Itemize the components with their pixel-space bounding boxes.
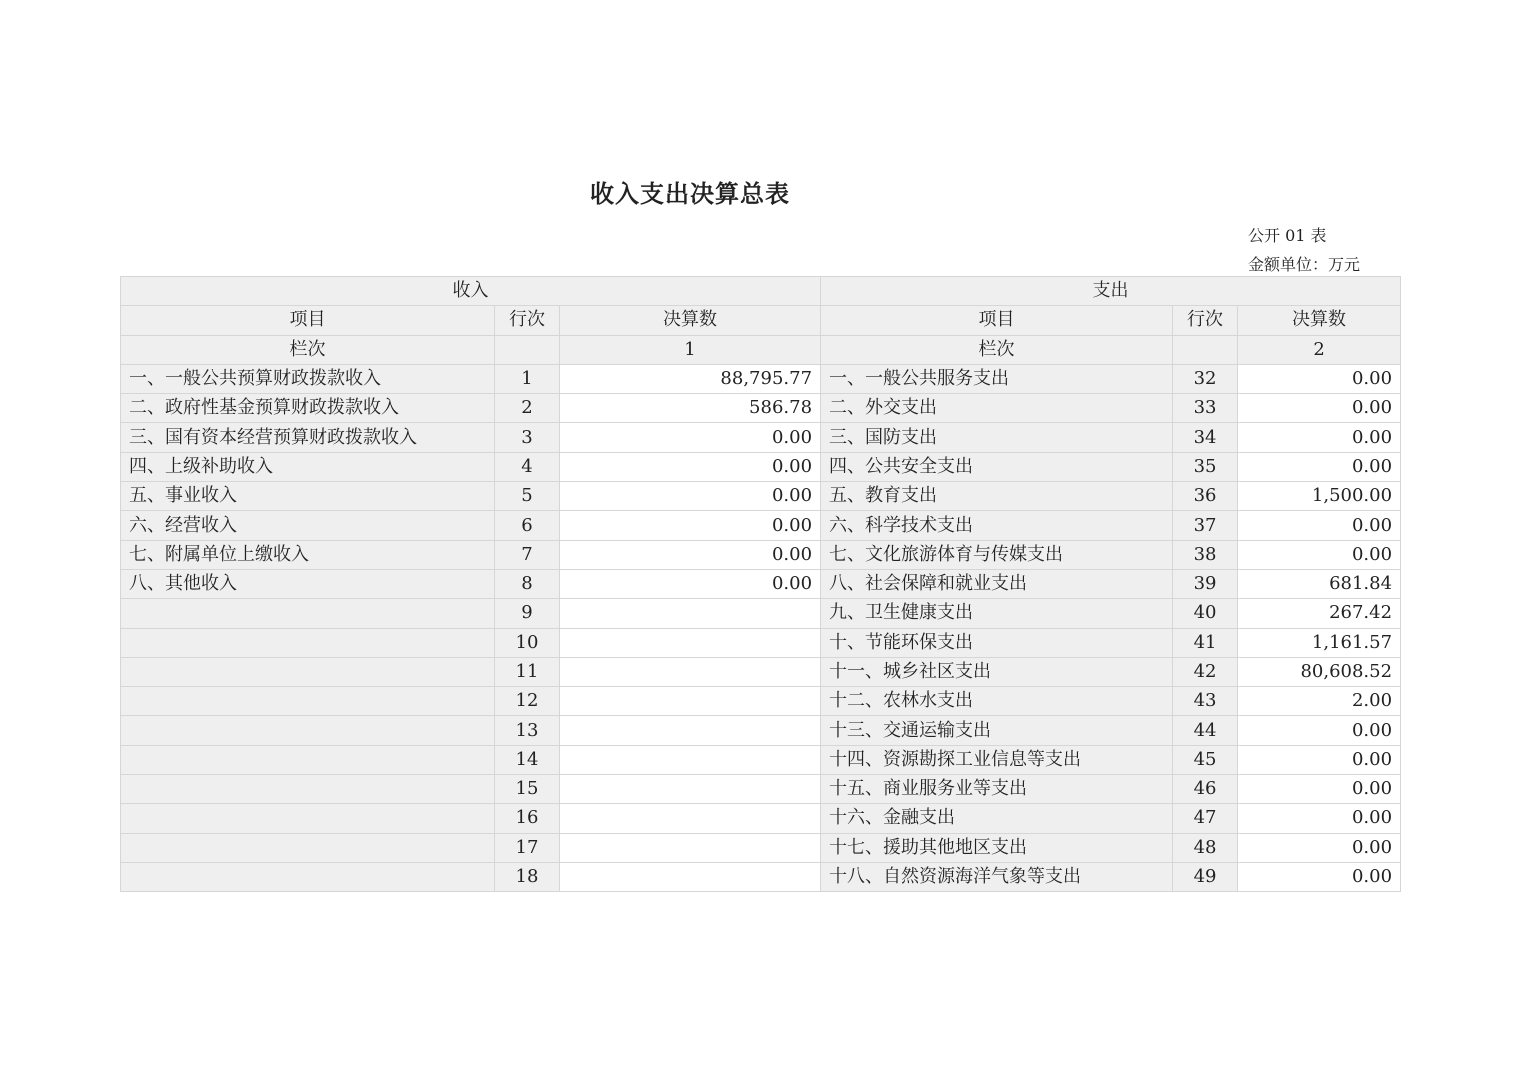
- table-row: [121, 687, 1401, 716]
- income-line-no: 6: [495, 511, 560, 540]
- income-line-no: 2: [495, 394, 560, 423]
- table-row: [121, 569, 1401, 598]
- expense-line-no: 45: [1173, 745, 1238, 774]
- income-item: [121, 628, 495, 657]
- expense-line-no: 42: [1173, 657, 1238, 686]
- income-line-no: 10: [495, 628, 560, 657]
- expense-amount: 0.00: [1238, 716, 1401, 745]
- income-item: 七、附属单位上缴收入: [121, 540, 495, 569]
- income-amount: [560, 862, 821, 891]
- expense-amount: 1,161.57: [1238, 628, 1401, 657]
- table-row: [121, 599, 1401, 628]
- header-row-columns: [121, 306, 1401, 335]
- expense-item: 十五、商业服务业等支出: [821, 775, 1173, 804]
- expense-amount: 0.00: [1238, 804, 1401, 833]
- expense-line-no: 38: [1173, 540, 1238, 569]
- expense-item: 八、社会保障和就业支出: [821, 569, 1173, 598]
- expense-line-no: 41: [1173, 628, 1238, 657]
- expense-line-no: 39: [1173, 569, 1238, 598]
- income-amount-header: 决算数: [560, 306, 821, 335]
- income-expense-table: [120, 276, 1401, 892]
- table-row: [121, 628, 1401, 657]
- expense-item: 十四、资源勘探工业信息等支出: [821, 745, 1173, 774]
- expense-column-number: 2: [1238, 335, 1401, 364]
- expense-amount: 0.00: [1238, 394, 1401, 423]
- expense-amount: 681.84: [1238, 569, 1401, 598]
- expense-column-label: 栏次: [821, 335, 1173, 364]
- expense-line-no: 35: [1173, 452, 1238, 481]
- expense-amount: 0.00: [1238, 511, 1401, 540]
- expense-item: 十三、交通运输支出: [821, 716, 1173, 745]
- expense-line-no: 48: [1173, 833, 1238, 862]
- expense-amount: 2.00: [1238, 687, 1401, 716]
- income-item: [121, 599, 495, 628]
- expense-amount: 80,608.52: [1238, 657, 1401, 686]
- income-line-no: 16: [495, 804, 560, 833]
- expense-line-no: 49: [1173, 862, 1238, 891]
- income-line-header: 行次: [495, 306, 560, 335]
- table-row: [121, 745, 1401, 774]
- income-line-no: 3: [495, 423, 560, 452]
- expense-item: 五、教育支出: [821, 482, 1173, 511]
- header-row-column-numbers: [121, 335, 1401, 364]
- income-line-no: 9: [495, 599, 560, 628]
- expense-amount: 0.00: [1238, 833, 1401, 862]
- income-item-header: 项目: [121, 306, 495, 335]
- income-line-no: 5: [495, 482, 560, 511]
- income-item: 四、上级补助收入: [121, 452, 495, 481]
- expense-item: 十六、金融支出: [821, 804, 1173, 833]
- expense-amount: 0.00: [1238, 423, 1401, 452]
- expense-item: 九、卫生健康支出: [821, 599, 1173, 628]
- expense-item: 四、公共安全支出: [821, 452, 1173, 481]
- report-title: 收入支出决算总表: [590, 180, 790, 208]
- income-line-no: 11: [495, 657, 560, 686]
- expense-line-no: 40: [1173, 599, 1238, 628]
- income-line-no: 7: [495, 540, 560, 569]
- expense-amount-header: 决算数: [1238, 306, 1401, 335]
- income-amount: 0.00: [560, 569, 821, 598]
- income-amount: [560, 804, 821, 833]
- income-section-header: 收入: [121, 277, 821, 306]
- table-row: [121, 540, 1401, 569]
- income-line-no: 8: [495, 569, 560, 598]
- expense-amount: 0.00: [1238, 862, 1401, 891]
- table-row: [121, 833, 1401, 862]
- income-line-no: 14: [495, 745, 560, 774]
- table-row: [121, 657, 1401, 686]
- income-item: [121, 687, 495, 716]
- income-amount: 0.00: [560, 423, 821, 452]
- expense-line-no: 34: [1173, 423, 1238, 452]
- expense-item: 二、外交支出: [821, 394, 1173, 423]
- expense-line-no: 32: [1173, 364, 1238, 393]
- expense-item: 三、国防支出: [821, 423, 1173, 452]
- income-line-no: 15: [495, 775, 560, 804]
- income-amount: [560, 599, 821, 628]
- table-row: [121, 482, 1401, 511]
- income-column-empty: [495, 335, 560, 364]
- expense-line-no: 43: [1173, 687, 1238, 716]
- income-amount: [560, 716, 821, 745]
- income-item: [121, 657, 495, 686]
- income-amount: [560, 745, 821, 774]
- income-amount: 0.00: [560, 540, 821, 569]
- table-row: [121, 394, 1401, 423]
- income-amount: [560, 687, 821, 716]
- income-item: 三、国有资本经营预算财政拨款收入: [121, 423, 495, 452]
- income-line-no: 12: [495, 687, 560, 716]
- expense-line-no: 37: [1173, 511, 1238, 540]
- income-item: [121, 775, 495, 804]
- expense-item: 十、节能环保支出: [821, 628, 1173, 657]
- table-row: [121, 804, 1401, 833]
- income-line-no: 17: [495, 833, 560, 862]
- income-item: 一、一般公共预算财政拨款收入: [121, 364, 495, 393]
- expense-item: 七、文化旅游体育与传媒支出: [821, 540, 1173, 569]
- expense-item: 十一、城乡社区支出: [821, 657, 1173, 686]
- income-item: 六、经营收入: [121, 511, 495, 540]
- income-item: 八、其他收入: [121, 569, 495, 598]
- table-row: [121, 716, 1401, 745]
- table-row: [121, 862, 1401, 891]
- expense-item: 十二、农林水支出: [821, 687, 1173, 716]
- income-line-no: 4: [495, 452, 560, 481]
- expense-line-no: 44: [1173, 716, 1238, 745]
- income-amount: [560, 775, 821, 804]
- income-item: [121, 862, 495, 891]
- expense-section-header: 支出: [821, 277, 1401, 306]
- income-amount: 586.78: [560, 394, 821, 423]
- unit-note: 金额单位：万元: [1248, 255, 1361, 274]
- expense-item: 十七、援助其他地区支出: [821, 833, 1173, 862]
- expense-amount: 0.00: [1238, 775, 1401, 804]
- income-amount: 0.00: [560, 511, 821, 540]
- expense-amount: 1,500.00: [1238, 482, 1401, 511]
- income-line-no: 13: [495, 716, 560, 745]
- expense-item-header: 项目: [821, 306, 1173, 335]
- income-amount: 0.00: [560, 482, 821, 511]
- expense-item: 一、一般公共服务支出: [821, 364, 1173, 393]
- income-item: [121, 716, 495, 745]
- table-row: [121, 452, 1401, 481]
- income-item: [121, 745, 495, 774]
- income-item: [121, 833, 495, 862]
- expense-line-no: 33: [1173, 394, 1238, 423]
- table-row: [121, 511, 1401, 540]
- expense-item: 六、科学技术支出: [821, 511, 1173, 540]
- table-row: [121, 775, 1401, 804]
- income-item: [121, 804, 495, 833]
- income-amount: [560, 657, 821, 686]
- income-line-no: 18: [495, 862, 560, 891]
- expense-amount: 0.00: [1238, 364, 1401, 393]
- income-amount: [560, 628, 821, 657]
- income-item: 五、事业收入: [121, 482, 495, 511]
- expense-amount: 267.42: [1238, 599, 1401, 628]
- income-amount: [560, 833, 821, 862]
- expense-line-no: 36: [1173, 482, 1238, 511]
- income-column-number: 1: [560, 335, 821, 364]
- header-row-sections: [121, 277, 1401, 306]
- income-amount: 88,795.77: [560, 364, 821, 393]
- income-item: 二、政府性基金预算财政拨款收入: [121, 394, 495, 423]
- expense-item: 十八、自然资源海洋气象等支出: [821, 862, 1173, 891]
- table-row: [121, 423, 1401, 452]
- form-code: 公开 01 表: [1248, 226, 1327, 245]
- expense-amount: 0.00: [1238, 540, 1401, 569]
- expense-column-empty: [1173, 335, 1238, 364]
- expense-line-no: 47: [1173, 804, 1238, 833]
- income-column-label: 栏次: [121, 335, 495, 364]
- table-row: [121, 364, 1401, 393]
- expense-amount: 0.00: [1238, 452, 1401, 481]
- expense-line-no: 46: [1173, 775, 1238, 804]
- income-line-no: 1: [495, 364, 560, 393]
- expense-amount: 0.00: [1238, 745, 1401, 774]
- expense-line-header: 行次: [1173, 306, 1238, 335]
- income-amount: 0.00: [560, 452, 821, 481]
